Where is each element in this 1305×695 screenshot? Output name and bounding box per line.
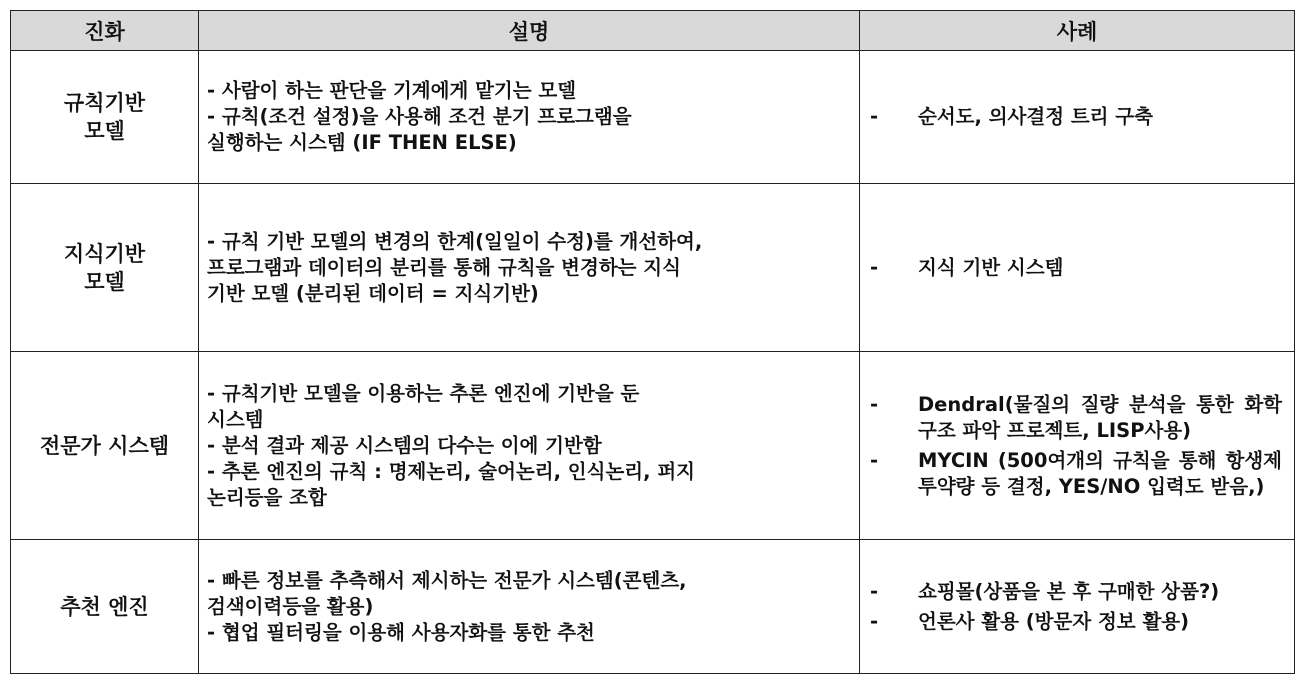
description-line: - 규칙 기반 모델의 변경의 한계(일일이 수정)를 개선하여, — [207, 229, 703, 253]
example-text: 쇼핑몰(상품을 본 후 구매한 상품?) — [918, 579, 1220, 603]
evolution-cell — [11, 184, 199, 352]
example-item — [870, 579, 1282, 605]
description-line: - 협업 필터링을 이용해 사용자화를 통한 추천 — [207, 620, 595, 644]
evolution-cell — [11, 352, 199, 540]
examples-cell — [860, 51, 1295, 184]
bullet-dash: - — [870, 609, 879, 633]
example-text: 언론사 활용 (방문자 정보 활용) — [918, 609, 1190, 633]
header-evolution: 진화 — [11, 11, 199, 51]
evolution-line: 지식기반 — [63, 241, 146, 266]
description-line: - 추론 엔진의 규칙 : 명제논리, 술어논리, 인식논리, 퍼지 — [207, 459, 696, 483]
description-line: - 분석 결과 제공 시스템의 다수는 이에 기반함 — [207, 433, 602, 457]
description-cell — [199, 540, 860, 674]
examples-cell — [860, 352, 1295, 540]
description-line: - 규칙(조건 설정)을 사용해 조건 분기 프로그램을 — [207, 105, 632, 128]
header-description: 설명 — [199, 11, 860, 51]
evolution-cell — [11, 540, 199, 674]
evolution-line: 규칙기반 — [63, 91, 146, 115]
description-line: 프로그램과 데이터의 분리를 통해 규칙을 변경하는 지식 — [207, 255, 681, 279]
evolution-cell — [11, 51, 199, 184]
examples-cell — [860, 184, 1295, 352]
table-row — [11, 184, 1295, 352]
evolution-line: 모델 — [84, 269, 125, 294]
example-item — [870, 448, 1282, 500]
example-item — [870, 392, 1282, 444]
evolution-line: 전문가 시스템 — [39, 433, 170, 458]
header-row — [11, 11, 1295, 51]
description-cell — [199, 184, 860, 352]
example-text: Dendral(물질의 질량 분석을 통한 화학구조 파악 프로젝트, LISP사용) — [918, 392, 1282, 442]
evolution-line: 추천 엔진 — [60, 594, 149, 619]
description-cell — [199, 352, 860, 540]
description-cell — [199, 51, 860, 184]
example-item — [870, 255, 1282, 281]
table-container — [10, 10, 1295, 674]
example-text: 지식 기반 시스템 — [918, 255, 1064, 279]
description-line: - 사람이 하는 판단을 기계에게 맡기는 모델 — [207, 79, 577, 102]
bullet-dash: - — [870, 392, 879, 416]
description-line: 기반 모델 (분리된 데이터 = 지식기반) — [207, 281, 539, 305]
description-line: 논리등을 조합 — [207, 485, 327, 509]
bullet-dash: - — [870, 448, 879, 472]
example-item — [870, 609, 1282, 635]
examples-cell — [860, 540, 1295, 674]
evolution-line: 모델 — [84, 119, 125, 143]
bullet-dash: - — [870, 255, 879, 279]
description-line: 실행하는 시스템 (IF THEN ELSE) — [207, 131, 517, 154]
table-row — [11, 51, 1295, 184]
ai-evolution-table — [10, 10, 1295, 674]
description-line: 시스템 — [207, 407, 264, 431]
bullet-dash: - — [870, 105, 879, 128]
description-line: 검색이력등을 활용) — [207, 594, 374, 618]
description-line: - 빠른 정보를 추측해서 제시하는 전문가 시스템(콘텐츠, — [207, 568, 687, 592]
table-row — [11, 540, 1295, 674]
table-row — [11, 352, 1295, 540]
example-item — [870, 104, 1282, 130]
bullet-dash: - — [870, 579, 879, 603]
header-examples: 사례 — [860, 11, 1295, 51]
example-text: 순서도, 의사결정 트리 구축 — [918, 105, 1153, 128]
example-text: MYCIN (500여개의 규칙을 통해 항생제 투약량 등 결정, YES/NO 입력도 받음,) — [918, 448, 1282, 498]
description-line: - 규칙기반 모델을 이용하는 추론 엔진에 기반을 둔 — [207, 381, 640, 405]
